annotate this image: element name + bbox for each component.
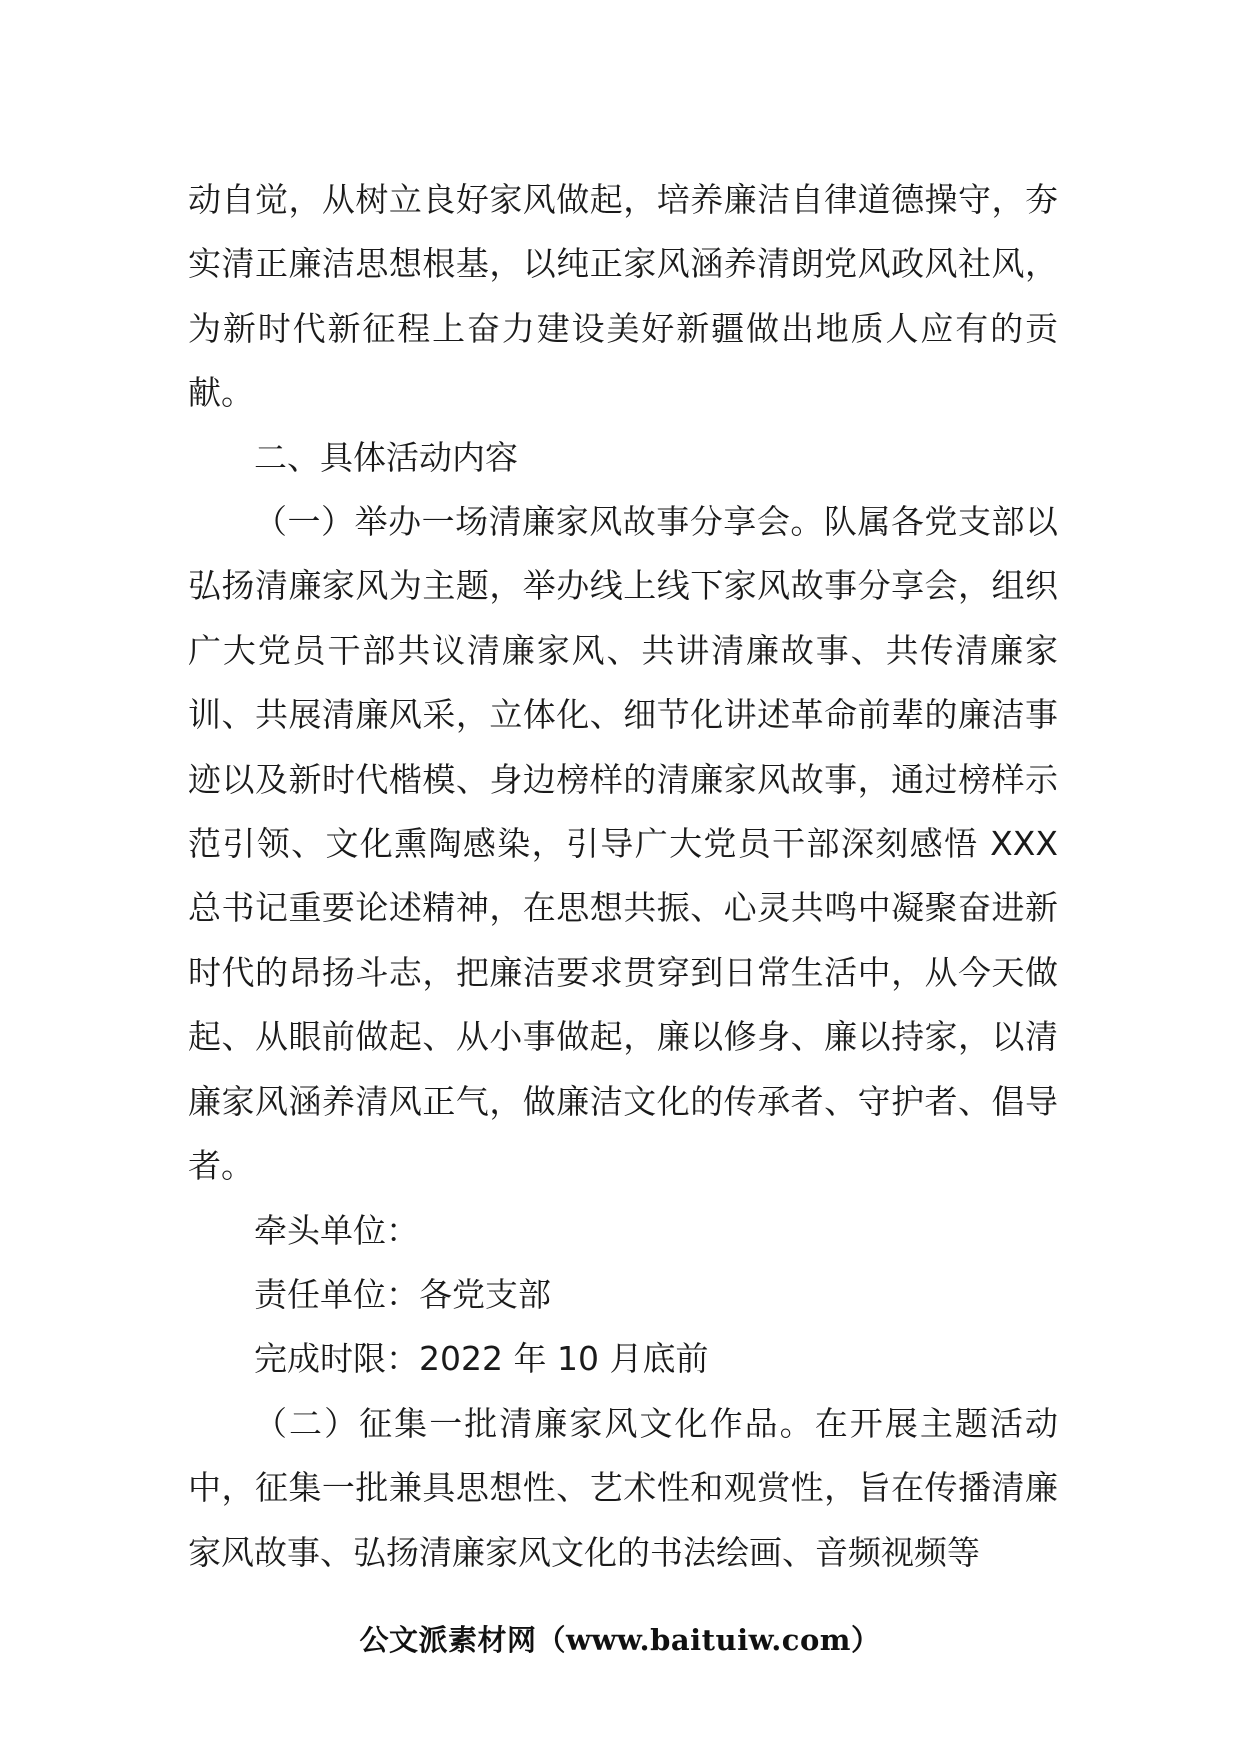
document-body [188, 168, 1058, 1585]
paragraph-item-1: （一）举办一场清廉家风故事分享会。队属各党支部以弘扬清廉家风为主题，举办线上线下家风故事分享会，组织广大党员干部共议清廉家风、共讲清廉故事、共传清廉家训、共展清廉风采，立体化、细节化讲述革命前辈的廉洁事迹以及新时代楷模、身边榜样的清廉家风故事，通过榜样示范引领、文化熏陶感染，引导广大党员干部深刻感悟 XXX 总书记重要论述精神，在思想共振、心灵共鸣中凝聚奋进新时代的昂扬斗志，把廉洁要求贯穿到日常生活中，从今天做起、从眼前做起、从小事做起，廉以修身、廉以持家，以清廉家风涵养清风正气，做廉洁文化的传承者、守护者、倡导者。 [188, 502, 1058, 1186]
responsible-unit-line: 责任单位：各党支部 [254, 1274, 551, 1314]
watermark-footer: 公文派素材网（www.baituiw.com） [359, 1623, 881, 1657]
paragraph-item-2: （二）征集一批清廉家风文化作品。在开展主题活动中，征集一批兼具思想性、艺术性和观赏性，旨在传播清廉家风故事、弘扬清廉家风文化的书法绘画、音频视频等 [188, 1403, 1058, 1572]
section-heading: 二、具体活动内容 [254, 437, 518, 477]
deadline-line: 完成时限：2022 年 10 月底前 [254, 1339, 709, 1379]
paragraph-continuation: 动自觉，从树立良好家风做起，培养廉洁自律道德操守，夯实清正廉洁思想根基，以纯正家风涵养清朗党风政风社风，为新时代新征程上奋力建设美好新疆做出地质人应有的贡献。 [188, 180, 1058, 413]
lead-unit-line: 牵头单位： [254, 1210, 419, 1250]
